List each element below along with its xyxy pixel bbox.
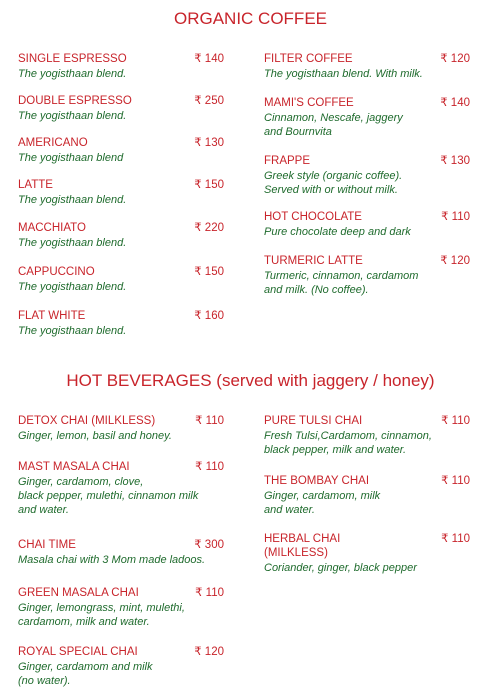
item-description: The yogisthaan blend. bbox=[18, 237, 127, 249]
item-description: Greek style (organic coffee). Served with or without milk. bbox=[264, 170, 403, 196]
item-price: ₹ 110 bbox=[195, 461, 224, 473]
coffee-right-column bbox=[264, 52, 470, 302]
menu-item-filter-coffee[interactable] bbox=[264, 52, 470, 81]
item-description: Cinnamon, Nescafe, jaggery and Bournvita bbox=[264, 112, 403, 138]
item-price: ₹ 300 bbox=[194, 539, 224, 551]
menu-item-frappe[interactable] bbox=[264, 154, 470, 197]
item-price: ₹ 220 bbox=[194, 222, 224, 234]
menu-item-green-masala-chai[interactable] bbox=[18, 586, 224, 629]
item-name: MAMI'S COFFEE bbox=[264, 97, 354, 109]
item-name: CHAI TIME bbox=[18, 539, 76, 551]
item-description: Ginger, cardamom and milk (no water). bbox=[18, 661, 153, 687]
item-price: ₹ 140 bbox=[194, 53, 224, 65]
item-description: Ginger, lemongrass, mint, mulethi, cardamom, milk and water. bbox=[18, 602, 185, 628]
item-name: FRAPPE bbox=[264, 155, 311, 167]
item-price: ₹ 110 bbox=[195, 415, 224, 427]
menu-item-mamis-coffee[interactable] bbox=[264, 96, 470, 139]
item-name: HOT CHOCOLATE bbox=[264, 211, 362, 223]
item-name: TURMERIC LATTE bbox=[264, 255, 363, 267]
organic-coffee-title: ORGANIC COFFEE bbox=[173, 9, 327, 28]
item-name: HERBAL CHAI (MILKLESS) bbox=[264, 533, 341, 559]
menu-item-chai-time[interactable] bbox=[18, 538, 224, 567]
item-price: ₹ 110 bbox=[441, 415, 470, 427]
item-name: SINGLE ESPRESSO bbox=[18, 53, 127, 65]
menu-item-turmeric-latte[interactable] bbox=[264, 254, 470, 297]
beverages-right-column bbox=[264, 414, 470, 584]
item-description: The yogisthaan blend. With milk. bbox=[264, 68, 423, 80]
menu-item-macchiato[interactable] bbox=[18, 221, 224, 250]
coffee-left-column bbox=[18, 52, 224, 342]
item-description: The yogisthaan blend. bbox=[18, 325, 127, 337]
item-name: AMERICANO bbox=[18, 137, 88, 149]
item-name: CAPPUCCINO bbox=[18, 266, 95, 278]
menu-item-americano[interactable] bbox=[18, 136, 224, 165]
item-name: GREEN MASALA CHAI bbox=[18, 587, 139, 599]
item-description: Fresh Tulsi,Cardamom, cinnamon, black pepper, milk and water. bbox=[264, 430, 432, 456]
menu-item-cappuccino[interactable] bbox=[18, 265, 224, 294]
menu-item-latte[interactable] bbox=[18, 178, 224, 207]
item-description: The yogisthaan blend. bbox=[18, 68, 127, 80]
item-price: ₹ 150 bbox=[194, 179, 224, 191]
item-description: Ginger, cardamom, milk and water. bbox=[264, 490, 381, 516]
item-price: ₹ 120 bbox=[440, 255, 470, 267]
item-price: ₹ 110 bbox=[195, 587, 224, 599]
item-price: ₹ 120 bbox=[194, 646, 224, 658]
item-description: Turmeric, cinnamon, cardamom and milk. (No coffee). bbox=[264, 270, 419, 296]
item-name: ROYAL SPECIAL CHAI bbox=[18, 646, 138, 658]
item-price: ₹ 130 bbox=[194, 137, 224, 149]
menu-item-pure-tulsi-chai[interactable] bbox=[264, 414, 470, 457]
menu-item-single-espresso[interactable] bbox=[18, 52, 224, 81]
item-description: The yogisthaan blend bbox=[18, 152, 124, 164]
item-description: The yogisthaan blend. bbox=[18, 110, 127, 122]
item-price: ₹ 150 bbox=[194, 266, 224, 278]
item-price: ₹ 140 bbox=[440, 97, 470, 109]
menu-item-bombay-chai[interactable] bbox=[264, 474, 470, 517]
hot-beverages-title: HOT BEVERAGES (served with jaggery / honey) bbox=[66, 371, 435, 390]
item-price: ₹ 120 bbox=[440, 53, 470, 65]
item-description: The yogisthaan blend. bbox=[18, 281, 127, 293]
menu-item-double-espresso[interactable] bbox=[18, 94, 224, 123]
item-name: MAST MASALA CHAI bbox=[18, 461, 130, 473]
item-price: ₹ 250 bbox=[194, 95, 224, 107]
menu-item-detox-chai[interactable] bbox=[18, 414, 224, 443]
menu-item-herbal-chai[interactable] bbox=[264, 532, 470, 575]
item-name: MACCHIATO bbox=[18, 222, 86, 234]
menu-item-hot-chocolate[interactable] bbox=[264, 210, 470, 239]
item-description: The yogisthaan blend. bbox=[18, 194, 127, 206]
item-price: ₹ 110 bbox=[441, 211, 470, 223]
beverages-left-column bbox=[18, 414, 224, 694]
menu-item-mast-masala-chai[interactable] bbox=[18, 460, 224, 517]
menu-item-flat-white[interactable] bbox=[18, 309, 224, 338]
item-price: ₹ 130 bbox=[440, 155, 470, 167]
item-name: DETOX CHAI (MILKLESS) bbox=[18, 415, 156, 427]
item-description: Coriander, ginger, black pepper bbox=[264, 562, 417, 574]
item-price: ₹ 110 bbox=[441, 533, 470, 545]
item-name: FLAT WHITE bbox=[18, 310, 86, 322]
item-description: Ginger, lemon, basil and honey. bbox=[18, 430, 172, 442]
item-description: Pure chocolate deep and dark bbox=[264, 226, 411, 238]
item-price: ₹ 110 bbox=[441, 475, 470, 487]
menu-item-royal-special-chai[interactable] bbox=[18, 645, 224, 688]
item-description: Masala chai with 3 Mom made ladoos. bbox=[18, 554, 206, 566]
item-price: ₹ 160 bbox=[194, 310, 224, 322]
item-description: Ginger, cardamom, clove, black pepper, mulethi, cinnamon milk and water. bbox=[18, 476, 199, 516]
item-name: THE BOMBAY CHAI bbox=[264, 475, 370, 487]
item-name: FILTER COFFEE bbox=[264, 53, 353, 65]
item-name: DOUBLE ESPRESSO bbox=[18, 95, 132, 107]
item-name: PURE TULSI CHAI bbox=[264, 415, 363, 427]
item-name: LATTE bbox=[18, 179, 53, 191]
